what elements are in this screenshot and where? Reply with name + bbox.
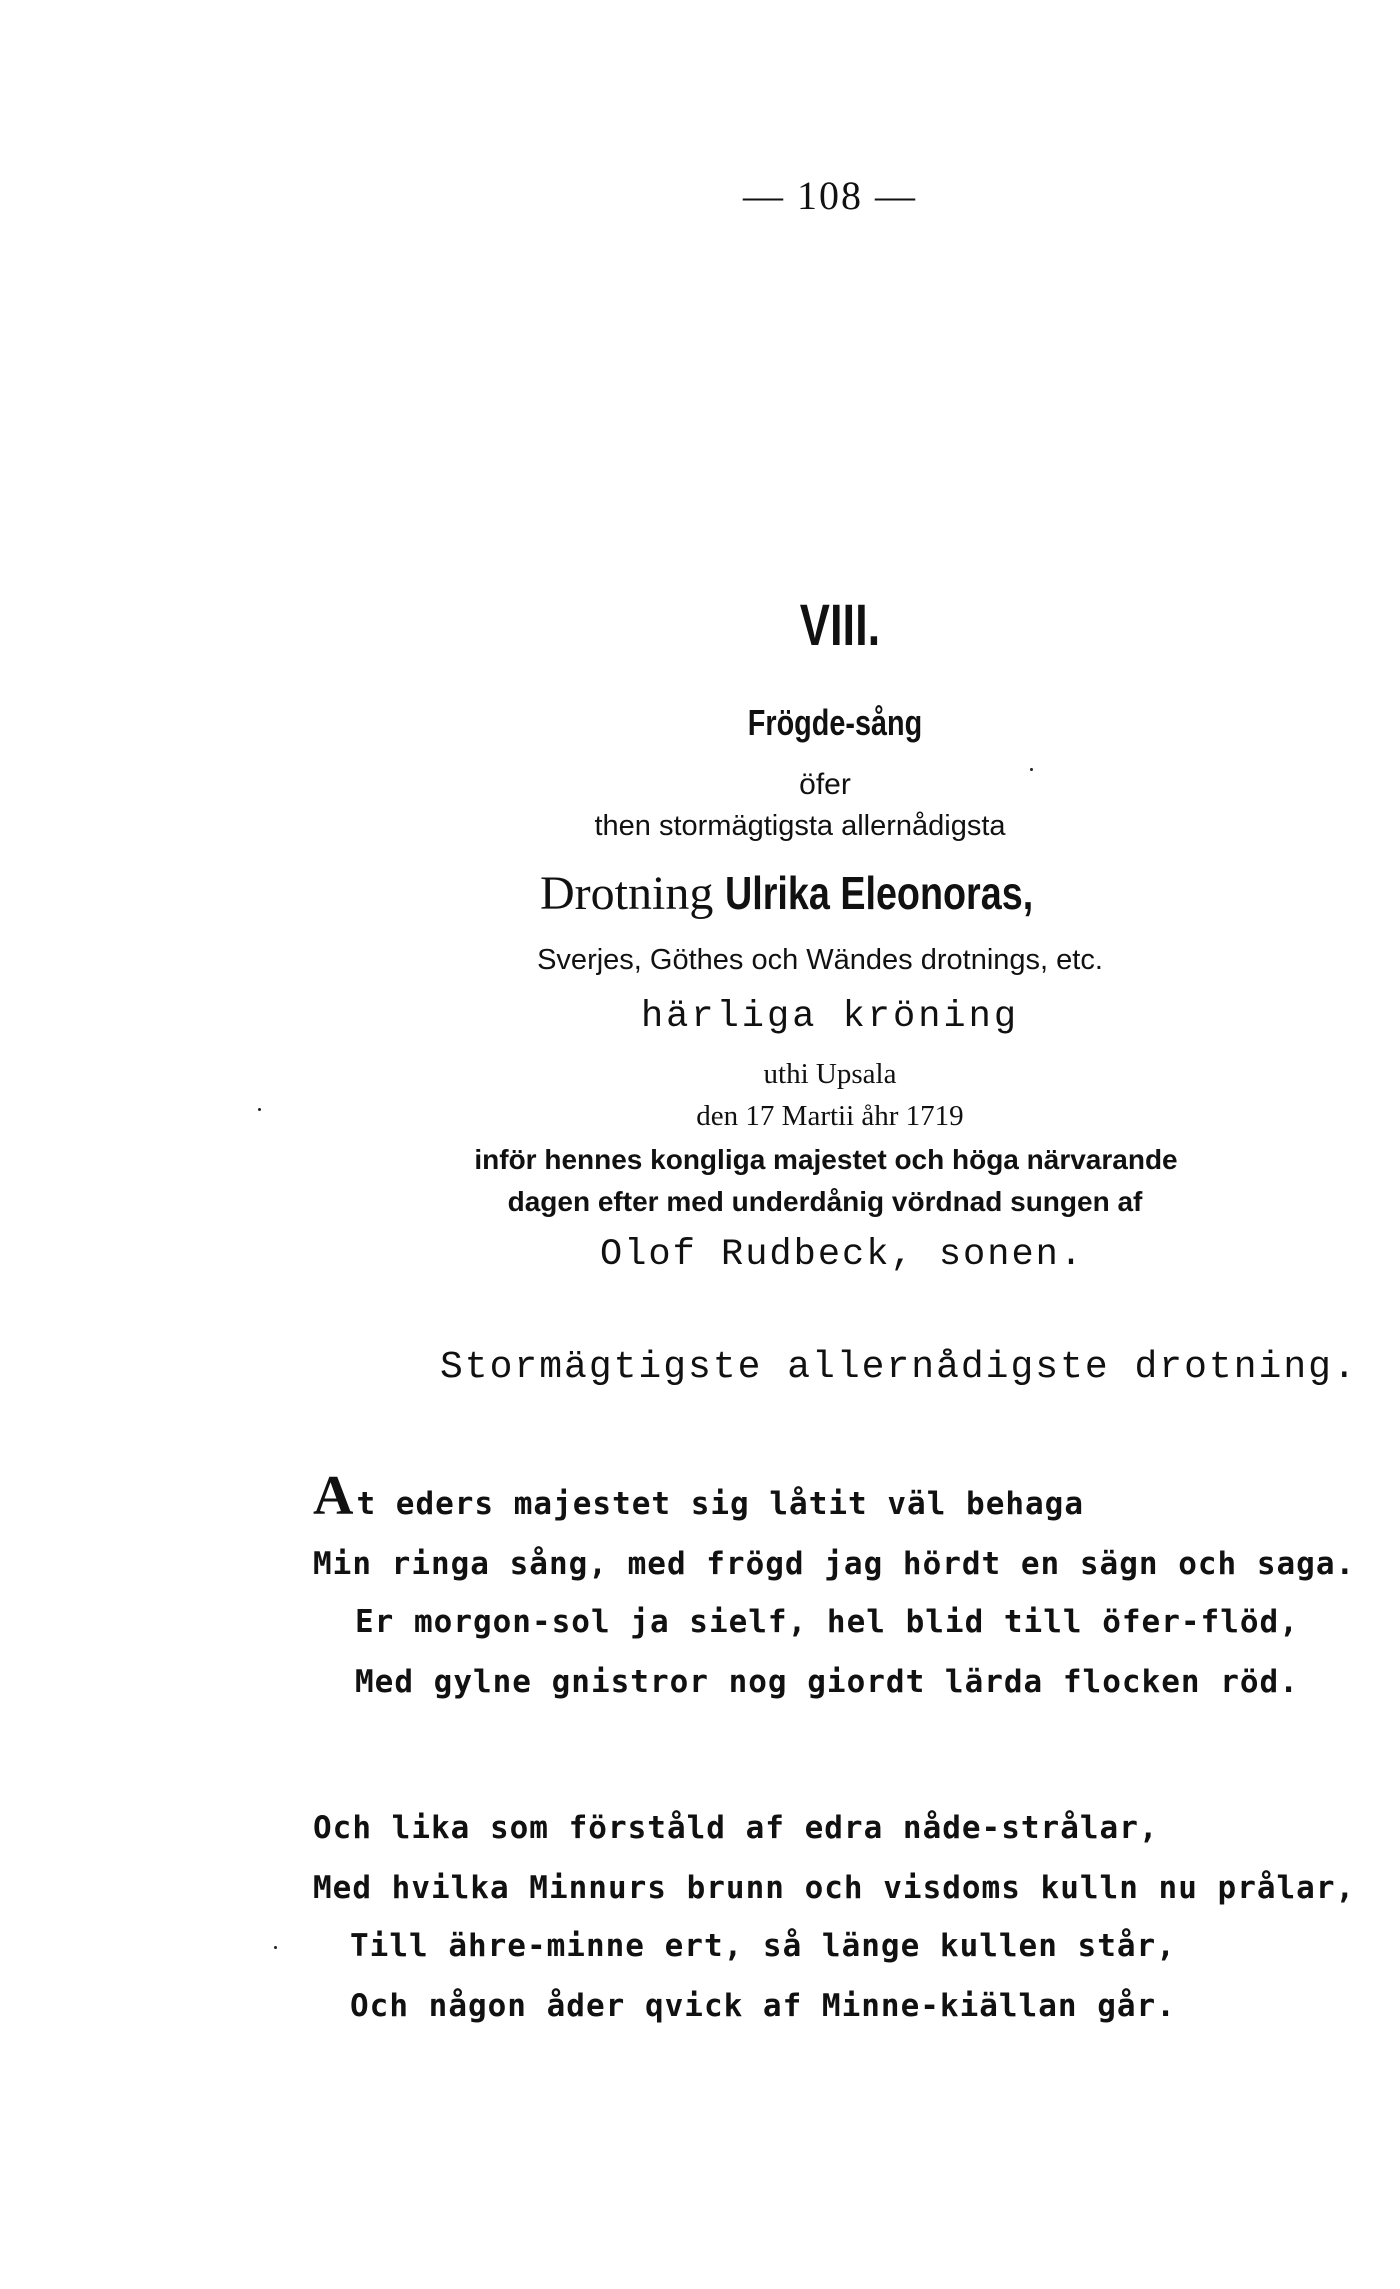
stanza2-line4: Och någon åder qvick af Minne-kiällan går.	[350, 1988, 1176, 2024]
stanza1-line1-text: t eders majestet sig låtit väl behaga	[356, 1486, 1085, 1522]
stanza1-line2: Min ringa sång, med frögd jag hördt en sägn och saga.	[313, 1546, 1356, 1582]
song-title: Frögde-sång	[747, 702, 923, 743]
section-number: VIII.	[799, 593, 881, 658]
salutation: Stormägtigste allernådigste drotning.	[440, 1346, 1358, 1389]
stanza1-line4: Med gylne gnistror nog giordt lärda flocken röd.	[355, 1664, 1299, 1700]
heading-line-uthi: uthi Upsala	[763, 1058, 897, 1090]
heading-line-harliga: härliga kröning	[640, 996, 1020, 1038]
queen-name: Ulrika Eleonoras,	[725, 867, 1034, 919]
heading-line-drotning	[540, 866, 1100, 921]
print-speck	[258, 1108, 261, 1111]
stanza1-line3: Er morgon-sol ja sielf, hel blid till öfer-flöd,	[355, 1604, 1299, 1640]
heading-line-infor: inför hennes kongliga majestet och höga närvarande	[474, 1144, 1178, 1175]
heading-line-dagen: dagen efter med underdånig vördnad sungen af	[507, 1186, 1143, 1217]
stanza2-line3: Till ähre-minne ert, så länge kullen står,	[350, 1928, 1176, 1964]
print-speck	[1030, 768, 1033, 771]
drotning-prefix: Drotning	[540, 867, 726, 920]
heading-line-ofer: öfer	[799, 768, 851, 801]
stanza2-line1: Och lika som förståld af edra nåde-strålar,	[313, 1810, 1159, 1846]
print-speck	[274, 1946, 277, 1949]
heading-line-date: den 17 Martii åhr 1719	[696, 1100, 964, 1132]
heading-line-realms: Sverjes, Göthes och Wändes drotnings, etc.	[537, 944, 1103, 976]
drop-cap: A	[313, 1465, 355, 1527]
author-line: Olof Rudbeck, sonen.	[600, 1234, 1085, 1276]
page-number: — 108 —	[743, 173, 917, 218]
stanza2-line2: Med hvilka Minnurs brunn och visdoms kulln nu prålar,	[313, 1870, 1356, 1906]
heading-line-then: then stormägtigsta allernådigsta	[594, 810, 1006, 842]
stanza1-line1	[313, 1465, 1085, 1527]
